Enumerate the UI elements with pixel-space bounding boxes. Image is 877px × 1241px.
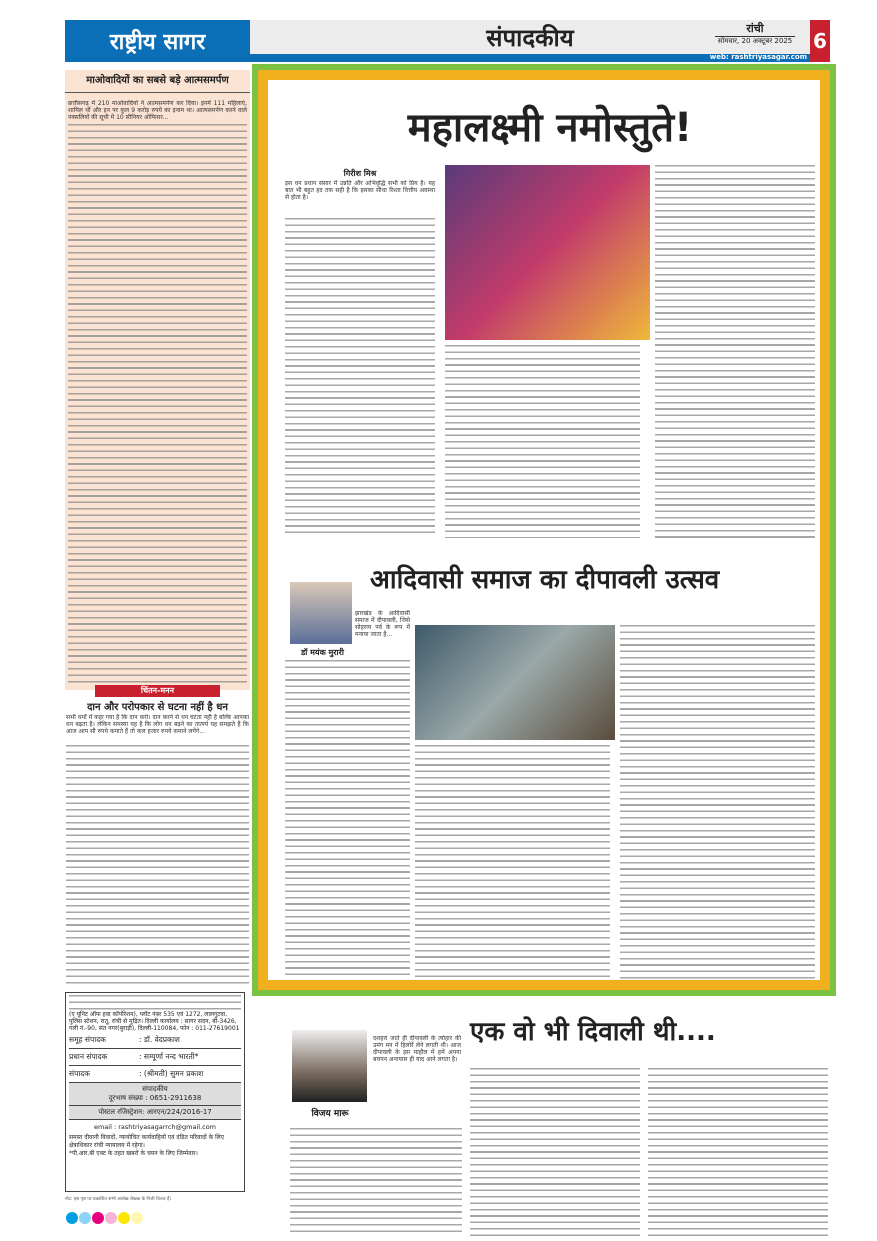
role: प्रधान संपादक	[69, 1052, 108, 1061]
article3-excerpt: दशहरा जाते ही दीपावली के त्योहार की उमंग मन में हिलोरें लेने लगती थी। आज दीपावली के इस माहौल में हमें अपना बचपन अनायास ही याद आने लगता है।	[373, 1035, 461, 1063]
article1-col3	[655, 165, 815, 538]
section-title: संपादकीय	[250, 20, 810, 54]
chintan-body	[66, 745, 249, 988]
color-dot-cyan	[66, 1212, 78, 1224]
article2-col2	[415, 745, 610, 980]
masthead-logo: राष्ट्रीय सागर	[65, 20, 250, 62]
article3-title: एक वो भी दिवाली थी....	[470, 1017, 716, 1047]
website-link[interactable]: web: rashtriyasagar.com	[709, 53, 807, 61]
prb-note: *पी.आर.बी एक्ट के तहत खबरों के चयन के लिए जिम्मेवार।	[69, 1150, 198, 1157]
chintan-excerpt: सभी धर्मों में कहा गया है कि दान करो। दान करने से धन घटता नहीं है बल्कि आपका धन बढ़ता है। लेकिन समस्या यह है कि लोग धन बढ़ने का तात्पर्य यह समझते हैं कि आज आप सौ रुपये कमाते हैं तो कल हजार रुपये कमाने लगेंगे...	[66, 714, 249, 735]
article3-byline: विजय मारू	[311, 1109, 349, 1119]
chintan-label: चिंतन-मनन	[95, 685, 220, 697]
author-photo-mayank	[290, 582, 352, 644]
lead-editorial-title: माओवादियों का सबसे बड़े आत्मसमर्पण	[65, 72, 250, 93]
chintan-title: दान और परोपकार से घटना नहीं है धन	[87, 702, 228, 713]
color-dot-lightyellow	[131, 1212, 143, 1224]
article3-col3	[648, 1068, 828, 1236]
color-dot-pink	[105, 1212, 117, 1224]
imprint-address: (ए यूनिट ऑफ हवा कॉर्पोरेशन), प्लॉट नंबर 535 एवं 1272, लालगुटवा, पुलिस स्टेशन, रातू, रांची से मुद्रित। दिल्ली कार्यालय : सागर सदन, बी-3426, गली नं.-90, संत नगर(बुराड़ी), दिल्ली-110084, फोन : 011-27619001	[69, 1011, 240, 1032]
color-dot-lightcyan	[79, 1212, 91, 1224]
name: : (श्रीमती) सुमन प्रकाश	[139, 1069, 204, 1078]
lead-editorial-excerpt: छत्तीसगढ़ में 210 माओवादियों ने आत्मसमर्पण कर दिया। इनमें 111 महिलाएं, शामिल थीं और इन पर कुल 9 करोड़ रुपये का इनाम था। आत्मसमर्पण करने वाले नक्सलियों की सूची में 10 सीनियर ऑफिसर...	[68, 100, 247, 121]
email[interactable]: email : rashtriyasagarrch@gmail.com	[93, 1123, 217, 1131]
article1-byline: गिरीश मिश्र	[343, 169, 377, 178]
phone-label: संपादकीय	[142, 1085, 168, 1093]
color-dot-magenta	[92, 1212, 104, 1224]
article1-title: महालक्ष्मी नमोस्तुते!	[407, 105, 693, 151]
article2-col1	[285, 660, 410, 980]
phone-block	[69, 1083, 241, 1105]
imprint-row	[69, 1066, 241, 1083]
role: समूह संपादक	[69, 1035, 106, 1044]
article2-col3	[620, 625, 815, 980]
name: : डॉ. वेदप्रकाश	[139, 1035, 180, 1044]
article1-col2	[445, 345, 640, 538]
imprint-box	[65, 992, 245, 1192]
edition-city: रांची	[715, 21, 795, 37]
issue-date: सोमवार, 20 अक्टूबर 2025	[717, 37, 793, 45]
imprint-row	[69, 1032, 241, 1049]
disclaimer: नोट: इस पृष्ठ पर प्रकाशित सभी आलेख लेखक के निजी विचार हैं।	[65, 1197, 172, 1202]
article2-title: आदिवासी समाज का दीपावली उत्सव	[370, 565, 720, 595]
role: संपादक	[69, 1069, 91, 1078]
color-dot-yellow	[118, 1212, 130, 1224]
phone-number: दूरभाष संख्या : 0651-2911638	[108, 1094, 202, 1102]
lead-editorial-body	[68, 124, 247, 684]
article3-col1	[290, 1128, 462, 1236]
author-photo-vijay	[292, 1030, 367, 1102]
name: : सम्पूर्णा नन्द भारती*	[139, 1052, 199, 1061]
article2-byline: डॉ मयंक मुरारी	[301, 648, 344, 657]
article2-excerpt: झारखंड के आदिवासी समाज में दीपावली, जिसे सोहराय पर्व के रूप में मनाया जाता है...	[355, 610, 410, 638]
jurisdiction: समस्त दीवानी विवादों, न्यायोचित कार्यवाहियों एवं दंडित परिवादों के लिए क्षेत्राधिकार रांची न्यायालय में रहेगा।	[69, 1134, 225, 1149]
postal-reg: पोस्टल रजिस्ट्रेशन: आरएन/224/2016-17	[69, 1105, 241, 1120]
lakshmi-ganesh-image	[445, 165, 650, 340]
article1-col1	[285, 218, 435, 538]
article3-col2	[470, 1068, 640, 1236]
article1-excerpt: इस धन प्रधान संसार में उन्नति और अभिवृद्धि सभी को प्रिय है। यह बात भी बहुत हद तक सही है कि इसका सीधा रिश्ता वित्तीय अवस्था से होता है।	[285, 180, 435, 201]
imprint-publisher	[69, 995, 241, 1011]
imprint-row	[69, 1049, 241, 1066]
sohrai-photo	[415, 625, 615, 740]
page-number: 6	[810, 20, 830, 62]
